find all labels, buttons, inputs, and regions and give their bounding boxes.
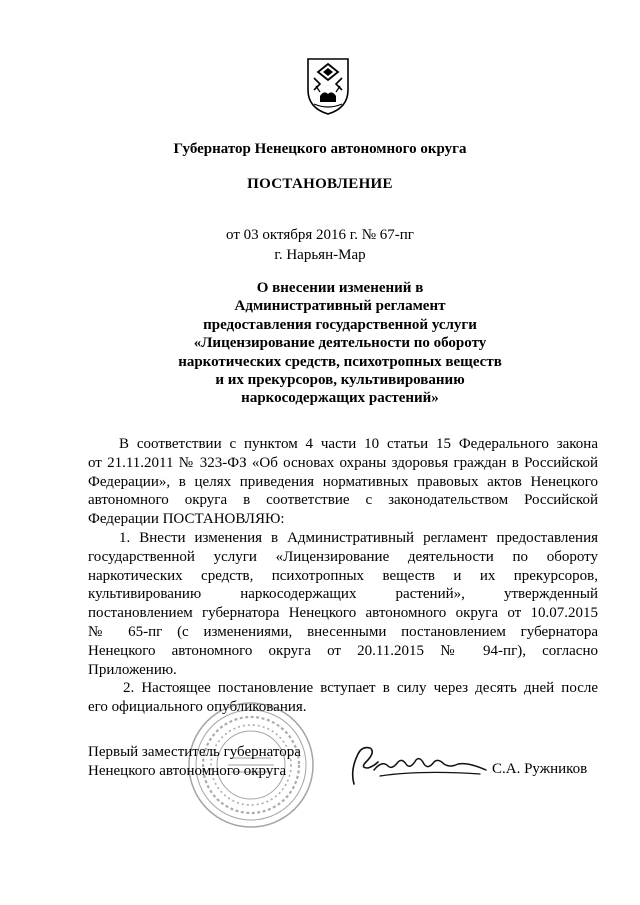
title-line: наркосодержащих растений» <box>241 390 439 407</box>
body-line: 2. Настоящее постановление вступает в силу через десять дней после <box>123 680 598 697</box>
item-2-paragraph <box>88 679 598 717</box>
body-line: постановлением губернатора Ненецкого автономного округа от 10.07.2015 <box>88 605 598 622</box>
title-line: О внесении изменений в <box>256 280 424 296</box>
document-place: г. Нарьян-Мар <box>274 247 366 263</box>
title-line: и их прекурсоров, культивированию <box>215 372 465 389</box>
body-line: от 21.11.2011 № 323-ФЗ «Об основах охраны здоровья граждан в Российской <box>88 454 598 471</box>
document-date-number: от 03 октября 2016 г. № 67-пг <box>226 227 414 243</box>
body-line: государственной услуги «Лицензирование деятельности по обороту <box>88 548 598 565</box>
document-type: ПОСТАНОВЛЕНИЕ <box>247 176 393 192</box>
title-line: «Лицензирование деятельности по обороту <box>193 335 487 352</box>
signatory-name: С.А. Ружников <box>492 761 588 777</box>
organization-title: Губернатор Ненецкого автономного округа <box>173 141 467 157</box>
body-line: наркотических средств, психотропных веществ и их прекурсоров, <box>88 567 598 584</box>
preamble-paragraph <box>88 435 598 529</box>
handwritten-signature-icon <box>340 740 490 790</box>
body-line: Федерации», в целях приведения нормативных правовых актов Ненецкого <box>88 473 598 490</box>
body-line: Приложению. <box>88 661 177 678</box>
nenets-coat-of-arms-icon <box>304 56 352 116</box>
body-line: 1. Внести изменения в Административный регламент предоставления <box>119 529 598 546</box>
body-line: культивированию наркосодержащих растений», утвержденный <box>88 586 598 603</box>
title-line: предоставления государственной услуги <box>203 316 477 333</box>
body-line: автономного округа в соответствие с законодательством Российской <box>88 492 598 509</box>
document-body <box>88 435 598 717</box>
body-line: № 65-пг (с изменениями, внесенными постановлением губернатора <box>88 623 598 640</box>
body-line: Федерации ПОСТАНОВЛЯЮ: <box>88 511 285 528</box>
signatory-position-line: Ненецкого автономного округа <box>88 763 287 779</box>
body-line: В соответствии с пунктом 4 части 10 статьи 15 Федерального закона <box>119 436 598 452</box>
signatory-position-line: Первый заместитель губернатора <box>88 744 301 760</box>
signatory-position <box>88 743 301 781</box>
body-line: Ненецкого автономного округа от 20.11.2015 № 94-пг), согласно <box>88 642 598 659</box>
title-line: Административный регламент <box>234 298 446 315</box>
item-1-paragraph <box>88 529 598 679</box>
body-line: его официального опубликования. <box>88 699 307 716</box>
document-subject-title <box>90 279 590 408</box>
title-line: наркотических средств, психотропных веществ <box>178 353 502 370</box>
